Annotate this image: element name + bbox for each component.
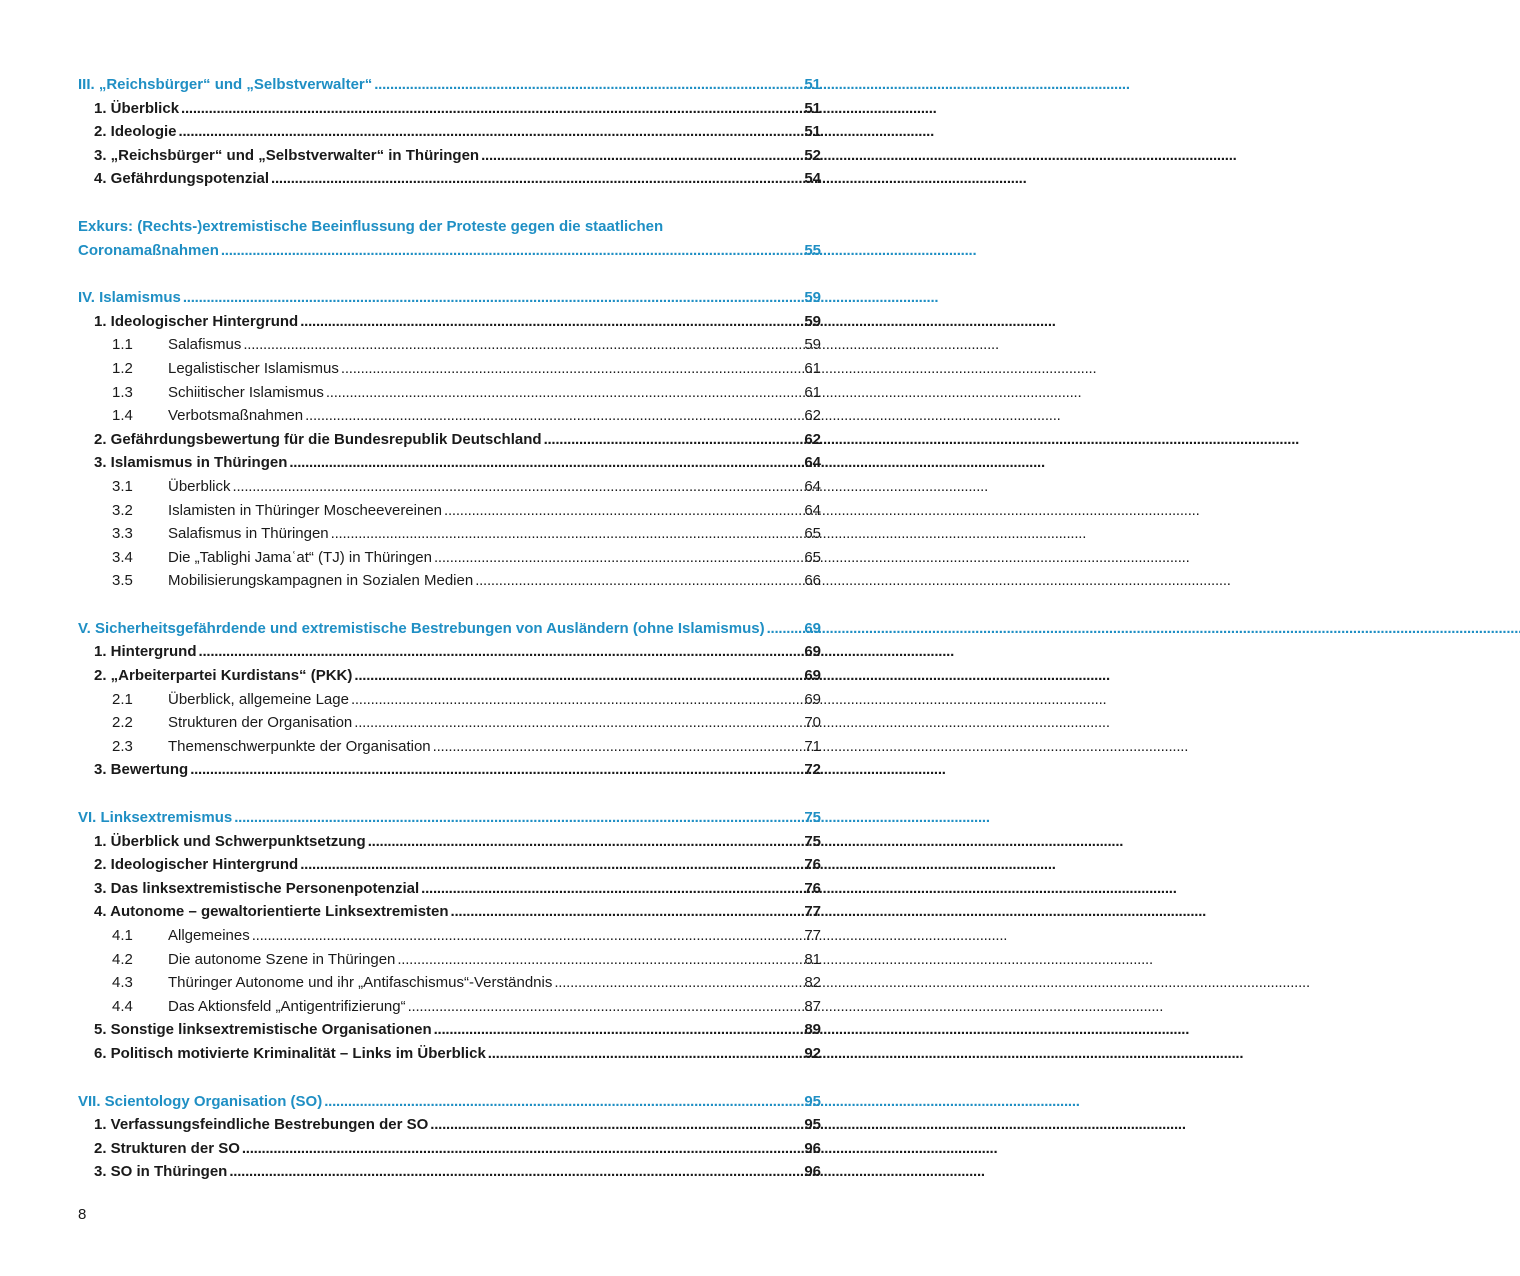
toc-entry-page: 65 bbox=[804, 548, 821, 566]
toc-entry-text: Die autonome Szene in Thüringen bbox=[168, 950, 396, 968]
dot-leader bbox=[179, 120, 804, 144]
toc-entry-number: 4.3 bbox=[112, 974, 133, 992]
toc-entry-page: 55 bbox=[804, 241, 821, 259]
toc-entry-title bbox=[94, 451, 287, 475]
dot-leader bbox=[554, 971, 803, 995]
toc-section-entry[interactable] bbox=[78, 451, 821, 475]
toc-entry-title bbox=[112, 333, 241, 357]
toc-entry-text: 6. Politisch motivierte Kriminalität – Links im Überblick bbox=[94, 1044, 486, 1062]
toc-entry-text: Strukturen der Organisation bbox=[168, 714, 353, 732]
toc-subsection-entry[interactable] bbox=[78, 948, 821, 972]
dot-leader bbox=[252, 924, 804, 948]
dot-leader bbox=[421, 877, 803, 901]
dot-leader bbox=[430, 1113, 803, 1137]
toc-entry-title bbox=[112, 475, 231, 499]
toc-entry-page: 65 bbox=[804, 525, 821, 543]
toc-entry-title bbox=[94, 830, 366, 854]
toc-section-entry[interactable] bbox=[78, 1042, 821, 1066]
toc-chapter-entry[interactable] bbox=[78, 239, 821, 263]
toc-entry-text: Themenschwerpunkte der Organisation bbox=[168, 737, 431, 755]
dot-leader bbox=[481, 144, 803, 168]
toc-entry-page: 51 bbox=[804, 99, 821, 117]
toc-entry-title bbox=[94, 758, 188, 782]
toc-entry-text: 1. Hintergrund bbox=[94, 643, 197, 661]
dot-leader bbox=[331, 522, 804, 546]
toc-section-entry[interactable] bbox=[78, 167, 821, 191]
dot-leader bbox=[305, 404, 803, 428]
toc-entry-text: 2. Strukturen der SO bbox=[94, 1139, 240, 1157]
toc-entry-page: 64 bbox=[804, 477, 821, 495]
toc-entry-title bbox=[78, 215, 663, 239]
dot-leader bbox=[221, 239, 803, 263]
toc-entry-text: 1. Ideologischer Hintergrund bbox=[94, 312, 299, 330]
toc-subsection-entry[interactable] bbox=[78, 404, 821, 428]
toc-entry-text: Coronamaßnahmen bbox=[78, 241, 219, 259]
toc-subsection-entry[interactable] bbox=[78, 546, 821, 570]
toc-entry-title bbox=[94, 1113, 428, 1137]
toc-entry-title bbox=[94, 97, 179, 121]
toc-entry-page: 54 bbox=[804, 170, 821, 188]
toc-entry-number: 3.2 bbox=[112, 501, 133, 519]
toc-entry-title bbox=[94, 310, 298, 334]
toc-entry-number: 2.1 bbox=[112, 690, 133, 708]
toc-entry-title bbox=[94, 877, 419, 901]
dot-leader bbox=[289, 451, 803, 475]
toc-section-entry[interactable] bbox=[78, 428, 821, 452]
toc-entry-title bbox=[112, 971, 552, 995]
toc-entry-page: 76 bbox=[804, 879, 821, 897]
toc-entry-number: 3.4 bbox=[112, 548, 133, 566]
toc-entry-title bbox=[94, 144, 479, 168]
dot-leader bbox=[434, 1018, 804, 1042]
dot-leader bbox=[544, 428, 804, 452]
toc-entry-text: Das Aktionsfeld „Antigentrifizierung“ bbox=[168, 997, 406, 1015]
toc-section-entry[interactable] bbox=[78, 144, 821, 168]
toc-entry-title bbox=[112, 688, 349, 712]
toc-section-entry[interactable] bbox=[78, 1137, 821, 1161]
toc-subsection-entry[interactable] bbox=[78, 995, 821, 1019]
toc-section bbox=[78, 806, 821, 1066]
toc-entry-title bbox=[94, 120, 177, 144]
toc-chapter-entry[interactable] bbox=[78, 286, 821, 310]
toc-entry-number: 2.2 bbox=[112, 714, 133, 732]
toc-section-entry[interactable] bbox=[78, 853, 821, 877]
toc-entry-text: 1. Überblick bbox=[94, 99, 180, 117]
toc-entry-text: Die „Tablighi Jamaʿat“ (TJ) in Thüringen bbox=[168, 548, 432, 566]
toc-subsection-entry[interactable] bbox=[78, 711, 821, 735]
dot-leader bbox=[233, 475, 804, 499]
toc-entry-page: 69 bbox=[804, 643, 821, 661]
dot-leader bbox=[368, 830, 804, 854]
toc-entry-text: 3. Islamismus in Thüringen bbox=[94, 454, 288, 472]
toc-section bbox=[78, 617, 821, 782]
toc-section-entry[interactable] bbox=[78, 1113, 821, 1137]
toc-entry-title bbox=[94, 853, 298, 877]
toc-entry-page: 72 bbox=[804, 761, 821, 779]
toc-entry-text: 2. Ideologischer Hintergrund bbox=[94, 856, 299, 874]
toc-entry-title bbox=[112, 735, 431, 759]
toc-entry-number: 2.3 bbox=[112, 737, 133, 755]
dot-leader bbox=[475, 569, 803, 593]
toc-entry-title bbox=[78, 806, 232, 830]
toc-entry-text: Thüringer Autonome und ihr „Antifaschismus“-Verständnis bbox=[168, 974, 553, 992]
toc-section-entry[interactable] bbox=[78, 310, 821, 334]
toc-entry-page: 82 bbox=[804, 974, 821, 992]
toc-entry-title bbox=[94, 900, 449, 924]
toc-entry-number: 3.3 bbox=[112, 525, 133, 543]
toc-entry-title bbox=[112, 995, 406, 1019]
toc-entry-page: 71 bbox=[804, 737, 821, 755]
toc-entry-page: 77 bbox=[804, 927, 821, 944]
toc-entry-page: 69 bbox=[804, 667, 821, 685]
dot-leader bbox=[242, 1137, 803, 1161]
toc-section bbox=[78, 1090, 821, 1184]
toc-entry-text: 2. „Arbeiterpartei Kurdistans“ (PKK) bbox=[94, 667, 353, 685]
toc-entry-page: 59 bbox=[804, 289, 821, 307]
dot-leader bbox=[300, 310, 803, 334]
toc-entry-title bbox=[94, 664, 352, 688]
toc-entry-page: 52 bbox=[804, 146, 821, 164]
toc-entry-page: 59 bbox=[804, 312, 821, 330]
toc-entry-text: Legalistischer Islamismus bbox=[168, 359, 339, 377]
toc-chapter-entry[interactable] bbox=[78, 1090, 821, 1114]
toc-entry-text: III. „Reichsbürger“ und „Selbstverwalter“ bbox=[78, 76, 373, 93]
toc-entry-page: 69 bbox=[804, 619, 821, 637]
toc-entry-number: 4.2 bbox=[112, 950, 133, 968]
toc-entry-page: 96 bbox=[804, 1163, 821, 1181]
toc-entry-title bbox=[112, 546, 432, 570]
toc-entry-text: 4. Autonome – gewaltorientierte Linksextremisten bbox=[94, 903, 449, 921]
toc-entry-page: 59 bbox=[804, 336, 821, 354]
toc-section-entry[interactable] bbox=[78, 664, 821, 688]
toc-subsection-entry[interactable] bbox=[78, 924, 821, 948]
toc-entry-page: 62 bbox=[804, 407, 821, 425]
toc-section-entry[interactable] bbox=[78, 830, 821, 854]
toc-entry-text: Exkurs: (Rechts-)extremistische Beeinflussung der Proteste gegen die staatlichen bbox=[78, 217, 664, 235]
toc-entry-number: 1.2 bbox=[112, 359, 133, 377]
toc-section-entry[interactable] bbox=[78, 120, 821, 144]
dot-leader bbox=[271, 167, 803, 191]
toc-entry-title bbox=[94, 167, 269, 191]
toc-entry-text: IV. Islamismus bbox=[78, 289, 181, 307]
toc-entry-page: 95 bbox=[804, 1116, 821, 1134]
dot-leader bbox=[434, 546, 803, 570]
toc-section-entry[interactable] bbox=[78, 1160, 821, 1184]
dot-leader bbox=[354, 664, 803, 688]
toc-entry-text: 2. Ideologie bbox=[94, 123, 177, 141]
toc-entry-title bbox=[112, 924, 250, 948]
toc-section-entry[interactable] bbox=[78, 877, 821, 901]
toc-section-entry[interactable] bbox=[78, 758, 821, 782]
toc-section bbox=[78, 286, 821, 593]
toc-entry-text: 3. Bewertung bbox=[94, 761, 189, 779]
dot-leader bbox=[324, 1090, 803, 1114]
toc-entry-title bbox=[94, 640, 197, 664]
toc-chapter-entry[interactable] bbox=[78, 617, 821, 641]
toc-entry-page: 69 bbox=[804, 690, 821, 708]
toc-entry-text: Mobilisierungskampagnen in Sozialen Medien bbox=[168, 572, 474, 590]
toc-subsection-entry[interactable] bbox=[78, 735, 821, 759]
toc-entry-page: 66 bbox=[804, 572, 821, 590]
toc-entry-text: 1. Verfassungsfeindliche Bestrebungen der SO bbox=[94, 1116, 429, 1134]
toc-entry-text: 2. Gefährdungsbewertung für die Bundesrepublik Deutschland bbox=[94, 430, 542, 448]
toc-section-entry[interactable] bbox=[78, 97, 821, 121]
toc-subsection-entry[interactable] bbox=[78, 688, 821, 712]
dot-leader bbox=[199, 640, 804, 664]
toc-entry-text: Islamisten in Thüringer Moscheevereinen bbox=[168, 501, 443, 519]
toc-entry-number: 4.4 bbox=[112, 997, 133, 1015]
toc-entry-title bbox=[112, 499, 442, 523]
toc-entry-page: 62 bbox=[804, 430, 821, 448]
toc-entry-text: Salafismus in Thüringen bbox=[168, 525, 329, 543]
toc-entry-page: 76 bbox=[804, 856, 821, 874]
toc-entry-title bbox=[112, 948, 395, 972]
toc-entry-page: 64 bbox=[804, 501, 821, 519]
toc-section bbox=[78, 73, 821, 191]
toc-entry-text: 3. Das linksextremistische Personenpotenzial bbox=[94, 879, 420, 897]
dot-leader bbox=[326, 381, 803, 405]
toc-entry-page: 64 bbox=[804, 454, 821, 472]
toc-entry-page: 51 bbox=[804, 76, 821, 93]
dot-leader bbox=[234, 806, 803, 830]
toc-entry-title bbox=[112, 381, 324, 405]
dot-leader bbox=[408, 995, 804, 1019]
dot-leader bbox=[767, 617, 804, 641]
toc-entry-title bbox=[112, 404, 303, 428]
toc-entry-number: 3.5 bbox=[112, 572, 133, 590]
toc-entry-number: 1.4 bbox=[112, 407, 133, 425]
toc-chapter-entry[interactable] bbox=[78, 806, 821, 830]
toc-subsection-entry[interactable] bbox=[78, 357, 821, 381]
toc-entry-page: 92 bbox=[804, 1044, 821, 1062]
toc-section-entry[interactable] bbox=[78, 1018, 821, 1042]
toc-entry-title bbox=[78, 286, 181, 310]
toc-entry-page: 70 bbox=[804, 714, 821, 732]
toc-entry-title bbox=[78, 1090, 322, 1114]
toc-entry-title bbox=[78, 73, 372, 97]
toc-entry-text: Allgemeines bbox=[168, 927, 250, 944]
toc-chapter-entry[interactable] bbox=[78, 73, 821, 97]
toc-entry-page: 89 bbox=[804, 1021, 821, 1039]
toc-subsection-entry[interactable] bbox=[78, 522, 821, 546]
toc-entry-text: Salafismus bbox=[168, 336, 242, 354]
toc-entry-text: Überblick bbox=[168, 477, 231, 495]
toc-entry-text: 3. SO in Thüringen bbox=[94, 1163, 228, 1181]
toc-entry-text: Schiitischer Islamismus bbox=[168, 383, 324, 401]
toc-entry-number: 4.1 bbox=[112, 927, 133, 944]
dot-leader bbox=[183, 286, 803, 310]
toc-entry-title bbox=[78, 239, 219, 263]
toc-entry-number: 1.1 bbox=[112, 336, 133, 354]
dot-leader bbox=[354, 711, 803, 735]
toc-entry-title bbox=[112, 522, 329, 546]
toc-subsection-entry[interactable] bbox=[78, 333, 821, 357]
dot-leader bbox=[181, 97, 803, 121]
toc-entry-text: 4. Gefährdungspotenzial bbox=[94, 170, 270, 188]
toc-entry-title bbox=[94, 1137, 240, 1161]
toc-entry-title bbox=[94, 1042, 486, 1066]
dot-leader bbox=[374, 73, 803, 97]
toc-entry-title bbox=[112, 569, 473, 593]
page-number: 8 bbox=[78, 1206, 87, 1223]
toc-entry-number: 3.1 bbox=[112, 477, 133, 495]
dot-leader bbox=[229, 1160, 803, 1184]
dot-leader bbox=[351, 688, 803, 712]
toc-entry-page: 61 bbox=[804, 359, 821, 377]
dot-leader bbox=[243, 333, 803, 357]
toc-entry-title bbox=[94, 1160, 227, 1184]
table-of-contents bbox=[78, 73, 821, 1208]
toc-entry-title bbox=[112, 711, 352, 735]
dot-leader bbox=[488, 1042, 804, 1066]
dot-leader bbox=[433, 735, 804, 759]
toc-entry-page: 95 bbox=[804, 1092, 821, 1110]
toc-entry-text: 3. „Reichsbürger“ und „Selbstverwalter“ in Thüringen bbox=[94, 146, 480, 164]
toc-entry-title bbox=[112, 357, 339, 381]
toc-entry-text: VI. Linksextremismus bbox=[78, 809, 233, 827]
dot-leader bbox=[451, 900, 804, 924]
toc-entry-title bbox=[78, 617, 765, 641]
toc-chapter-entry[interactable] bbox=[78, 215, 821, 239]
toc-subsection-entry[interactable] bbox=[78, 971, 821, 995]
toc-entry-text: 1. Überblick und Schwerpunktsetzung bbox=[94, 832, 366, 850]
toc-subsection-entry[interactable] bbox=[78, 499, 821, 523]
toc-entry-title bbox=[94, 1018, 432, 1042]
toc-entry-text: VII. Scientology Organisation (SO) bbox=[78, 1092, 323, 1110]
toc-entry-page: 77 bbox=[804, 903, 821, 921]
toc-entry-page: 81 bbox=[804, 950, 821, 968]
toc-section-entry[interactable] bbox=[78, 900, 821, 924]
toc-entry-text: V. Sicherheitsgefährdende und extremistische Bestrebungen von Ausländern (ohne Islamismus) bbox=[78, 619, 765, 637]
toc-entry-text: 5. Sonstige linksextremistische Organisationen bbox=[94, 1021, 432, 1039]
dot-leader bbox=[190, 758, 803, 782]
toc-entry-page: 51 bbox=[804, 123, 821, 141]
toc-section-entry[interactable] bbox=[78, 640, 821, 664]
toc-subsection-entry[interactable] bbox=[78, 381, 821, 405]
toc-subsection-entry[interactable] bbox=[78, 569, 821, 593]
toc-entry-page: 87 bbox=[804, 997, 821, 1015]
toc-section bbox=[78, 215, 821, 262]
toc-entry-page: 75 bbox=[804, 832, 821, 850]
toc-entry-text: Überblick, allgemeine Lage bbox=[168, 690, 349, 708]
toc-entry-page: 96 bbox=[804, 1139, 821, 1157]
toc-entry-text: Verbotsmaßnahmen bbox=[168, 407, 304, 425]
dot-leader bbox=[300, 853, 803, 877]
toc-entry-page: 61 bbox=[804, 383, 821, 401]
dot-leader bbox=[444, 499, 803, 523]
dot-leader bbox=[397, 948, 803, 972]
toc-entry-page: 75 bbox=[804, 809, 821, 827]
toc-entry-title bbox=[94, 428, 542, 452]
toc-entry-number: 1.3 bbox=[112, 383, 133, 401]
toc-subsection-entry[interactable] bbox=[78, 475, 821, 499]
dot-leader bbox=[341, 357, 803, 381]
